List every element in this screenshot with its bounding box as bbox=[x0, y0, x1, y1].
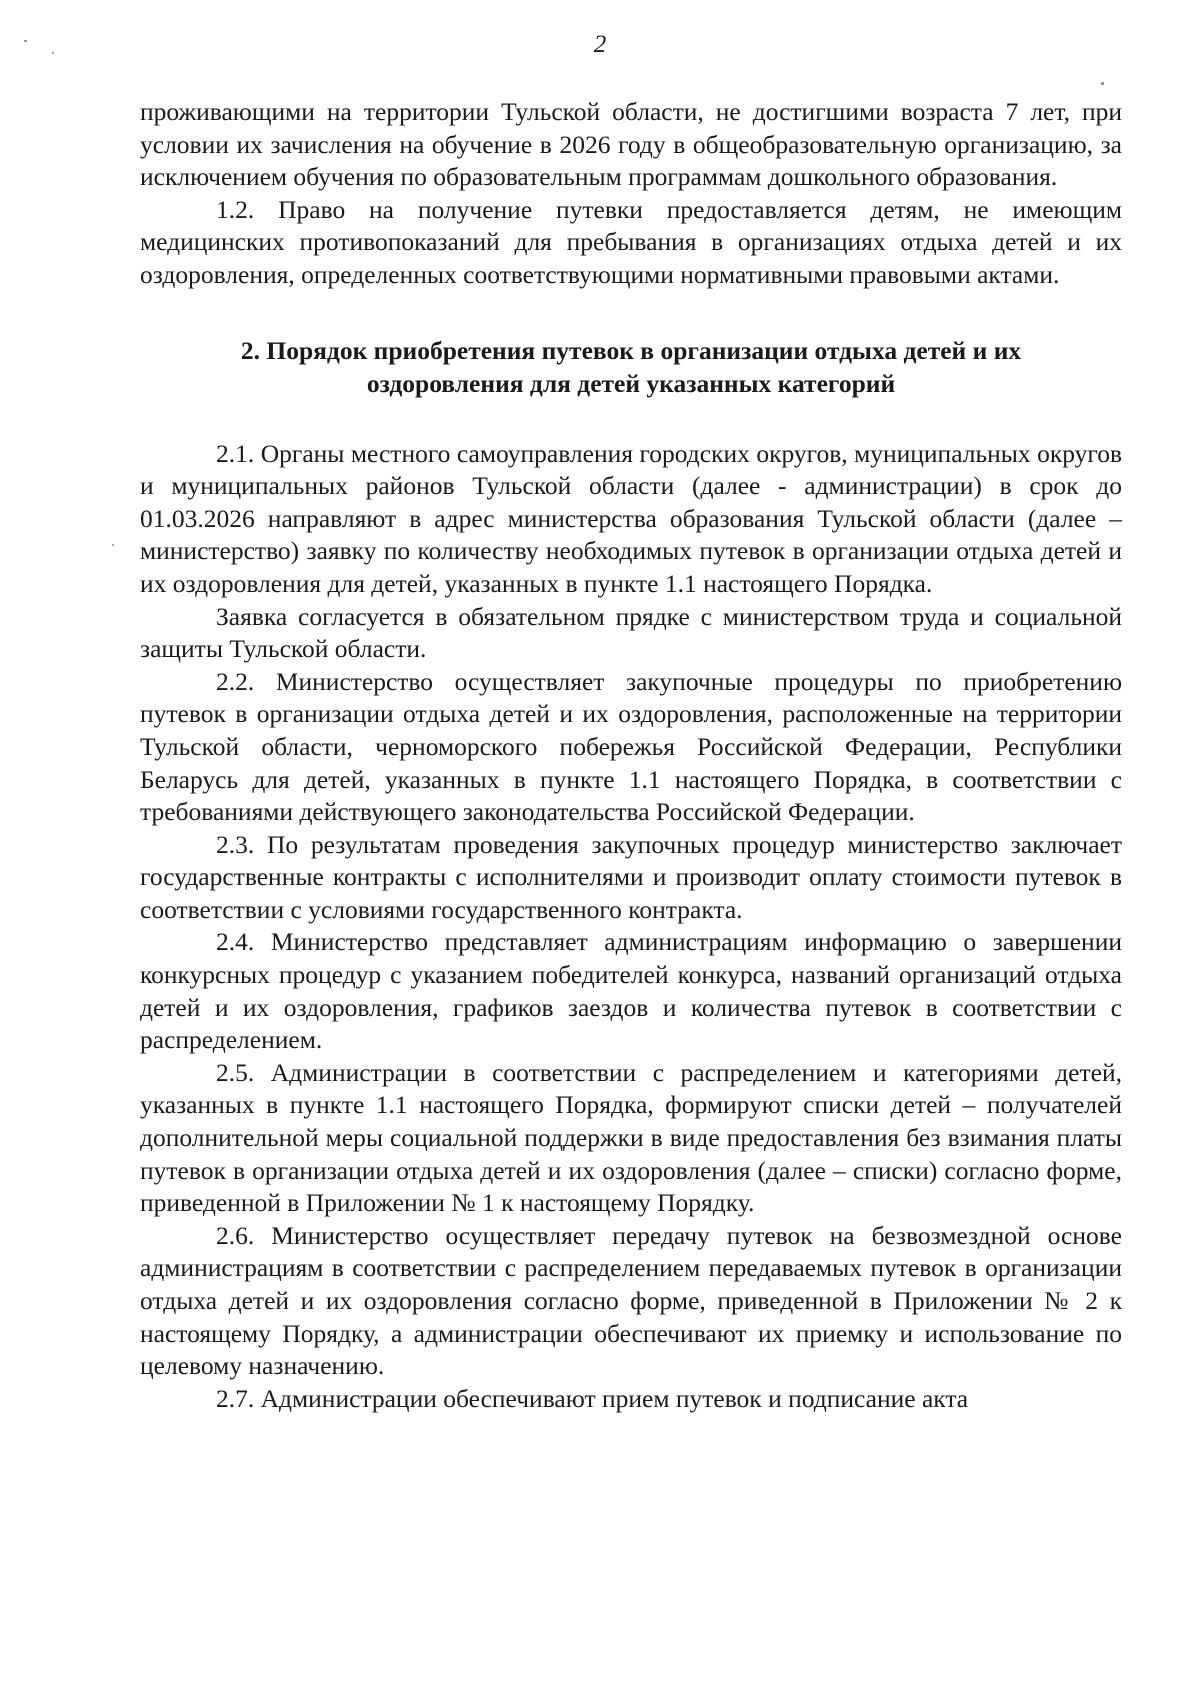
paragraph-2-4: 2.4. Министерство представляет администрациям информацию о завершении конкурсных процедур с указанием победителей конкурса, названий организаций отдыха детей и их оздоровления, графиков заездов и количества путевок в соответствии с распределением. bbox=[140, 927, 1122, 1055]
paragraph-2-6: 2.6. Министерство осуществляет передачу путевок на безвозмездной основе администрациям в соответствии с распределением передаваемых путевок в организации отдыха детей и их оздоровления согласно форме, приведенной в Приложении № 2 к настоящему Порядку, а администрации обеспечивают их приемку и использование по целевому назначению. bbox=[140, 1220, 1122, 1381]
paragraph-continuation: проживающими на территории Тульской области, не достигшими возраста 7 лет, при условии их зачисления на обучение в 2026 году в общеобразовательную организацию, за исключением обучения по образовательным программам дошкольного образования. bbox=[140, 97, 1122, 192]
paragraph-2-2: 2.2. Министерство осуществляет закупочные процедуры по приобретению путевок в организации отдыха детей и их оздоровления, расположенные на территории Тульской области, черноморского побережья Российской Федерации, Республики Беларусь для детей, указанных в пункте 1.1 настоящего Порядка, в соответствии с требованиями действующего законодательства Российской Федерации. bbox=[140, 666, 1122, 827]
page-number: 2 bbox=[593, 31, 607, 58]
scan-speck bbox=[112, 544, 114, 546]
paragraph-2-7: 2.7. Администрации обеспечивают прием путевок и подписание акта bbox=[216, 1383, 969, 1413]
paragraph-2-1-approval: Заявка согласуется в обязательном прядке с министерством труда и социальной защиты Тульской области. bbox=[140, 601, 1122, 664]
document-body bbox=[140, 96, 1122, 1415]
paragraph-2-5: 2.5. Администрации в соответствии с распределением и категориями детей, указанных в пункте 1.1 настоящего Порядка, формируют списки детей – получателей дополнительной меры социальной поддержки в виде предоставления без взимания платы путевок в организации отдыха детей и их оздоровления (далее – списки) согласно форме, приведенной в Приложении № 1 к настоящему Порядку. bbox=[140, 1057, 1122, 1218]
paragraph-2-1: 2.1. Органы местного самоуправления городских округов, муниципальных округов и муниципальных районов Тульской области (далее - администрации) в срок до 01.03.2026 направляют в адрес министерства образования Тульской области (далее – министерство) заявку по количеству необходимых путевок в организации отдыха детей и их оздоровления для детей, указанных в пункте 1.1 настоящего Порядка. bbox=[140, 438, 1122, 598]
paragraph-2-3: 2.3. По результатам проведения закупочных процедур министерство заключает государственные контракты с исполнителями и производит оплату стоимости путевок в соответствии с условиями государственного контракта. bbox=[140, 829, 1122, 924]
paragraph-1-2: 1.2. Право на получение путевки предоставляется детям, не имеющим медицинских противопоказаний для пребывания в организациях отдыха детей и их оздоровления, определенных соответствующими нормативными правовыми актами. bbox=[140, 194, 1122, 289]
section-heading: 2. Порядок приобретения путевок в организации отдыха детей и их оздоровления для детей указанных категорий bbox=[240, 335, 1022, 398]
scan-speck bbox=[1101, 82, 1104, 85]
